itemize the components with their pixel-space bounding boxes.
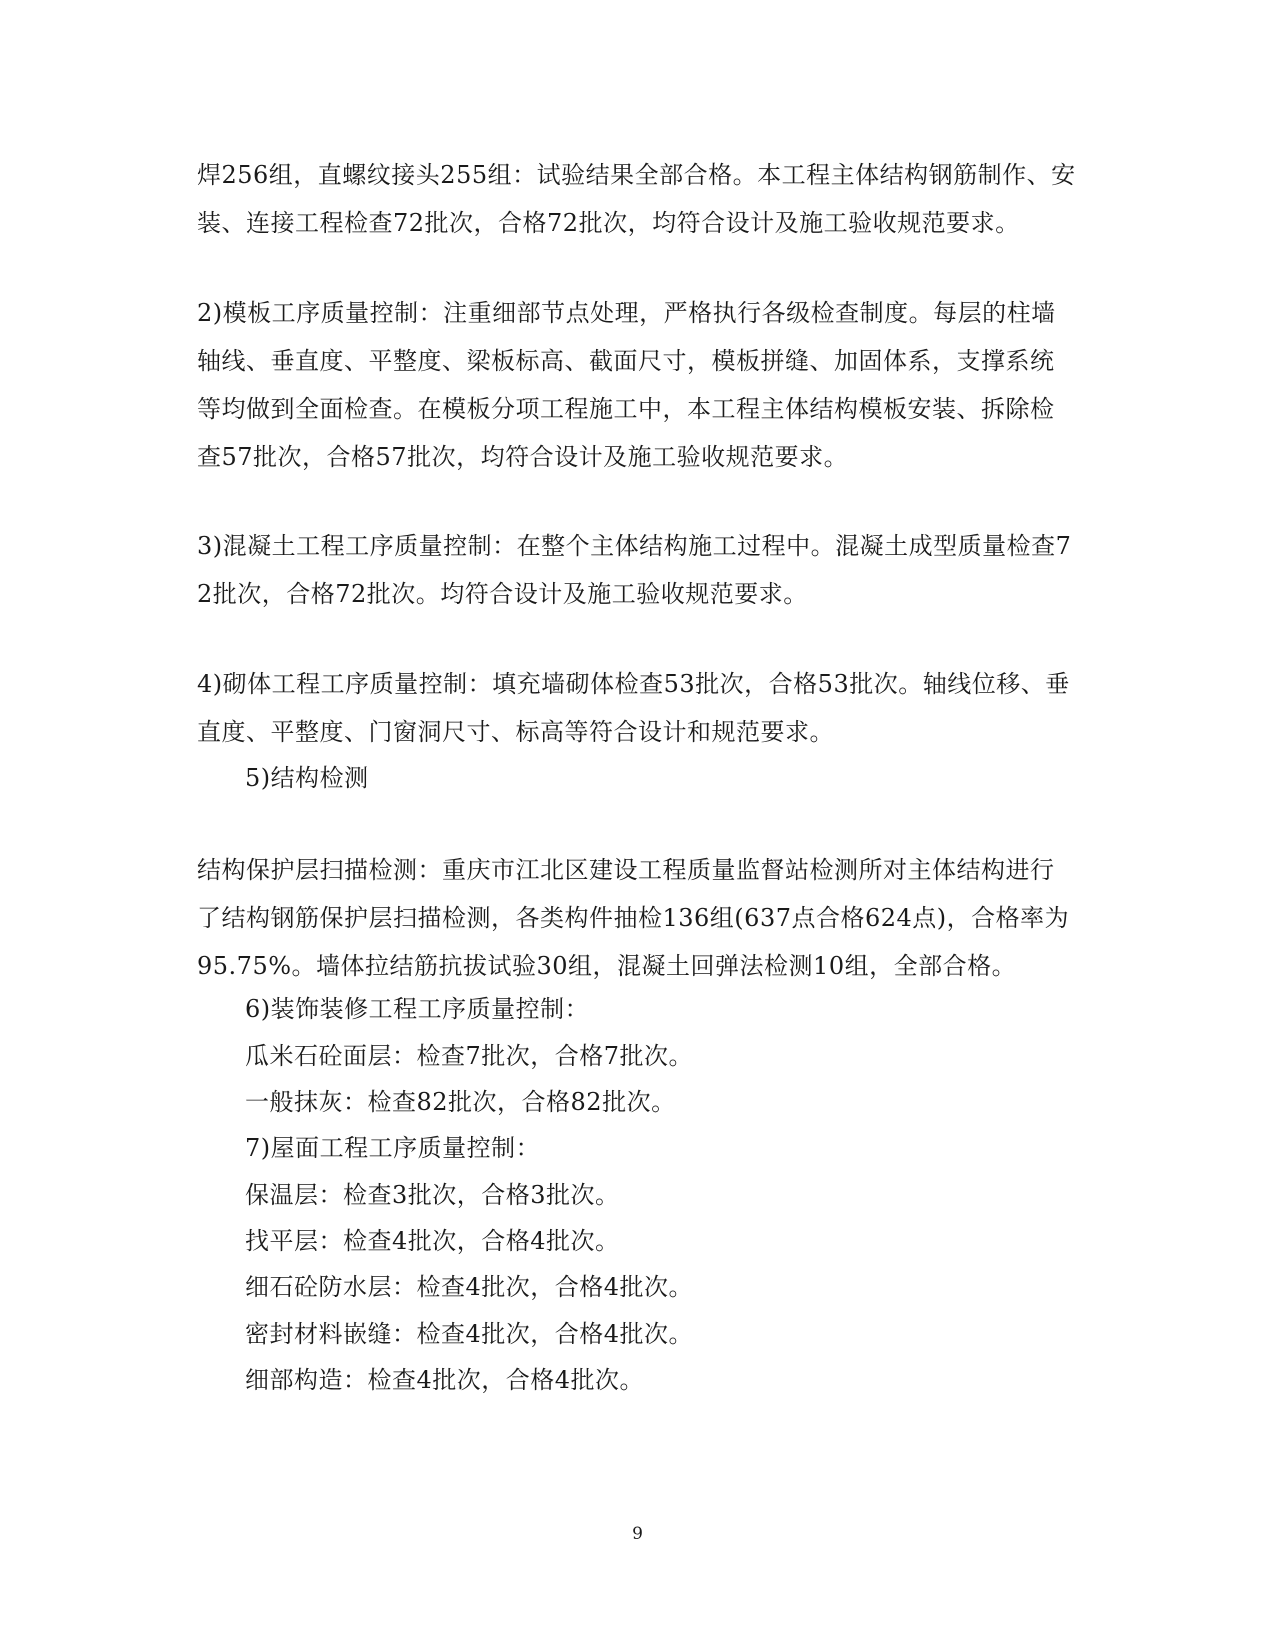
item-details: 细部构造：检查4批次，合格4批次。: [245, 1366, 645, 1394]
paragraph-masonry-control: 4)砌体工程工序质量控制：填充墙砌体检查53批次，合格53批次。轴线位移、垂直度、平整度、门窗洞尺寸、标高等符合设计和规范要求。: [197, 670, 1070, 746]
paragraph-concrete-control: 3)混凝土工程工序质量控制：在整个主体结构施工过程中。混凝土成型质量检查72批次，合格72批次。均符合设计及施工验收规范要求。: [197, 532, 1072, 608]
page-number: 9: [632, 1524, 643, 1544]
paragraph-formwork-control: 2)模板工序质量控制：注重细部节点处理，严格执行各级检查制度。每层的柱墙轴线、垂直度、平整度、梁板标高、截面尺寸，模板拼缝、加固体系，支撑系统等均做到全面检查。在模板分项工程施工中，本工程主体结构模板安装、拆除检查57批次，合格57批次，均符合设计及施工验收规范要求。: [197, 299, 1056, 471]
heading-structural-testing: 5)结构检测: [245, 764, 369, 792]
item-leveling: 找平层：检查4批次，合格4批次。: [245, 1227, 620, 1255]
item-plastering: 一般抹灰：检查82批次，合格82批次。: [245, 1088, 676, 1116]
paragraph-rebar-connection: 焊256组，直螺纹接头255组：试验结果全部合格。本工程主体结构钢筋制作、安装、连接工程检查72批次，合格72批次，均符合设计及施工验收规范要求。: [197, 161, 1076, 237]
item-granite-surface: 瓜米石砼面层：检查7批次，合格7批次。: [245, 1042, 694, 1070]
heading-decoration-control: 6)装饰装修工程工序质量控制：: [245, 995, 590, 1023]
item-waterproof: 细石砼防水层：检查4批次，合格4批次。: [245, 1273, 694, 1301]
heading-roof-control: 7)屋面工程工序质量控制：: [245, 1134, 541, 1162]
item-insulation: 保温层：检查3批次，合格3批次。: [245, 1181, 620, 1209]
item-sealing: 密封材料嵌缝：检查4批次，合格4批次。: [245, 1320, 694, 1348]
paragraph-cover-scan: 结构保护层扫描检测：重庆市江北区建设工程质量监督站检测所对主体结构进行了结构钢筋保护层扫描检测，各类构件抽检136组(637点合格624点)，合格率为95.75%。墙体拉结筋抗拔试验30组，混凝土回弹法检测10组，全部合格。: [197, 856, 1070, 980]
